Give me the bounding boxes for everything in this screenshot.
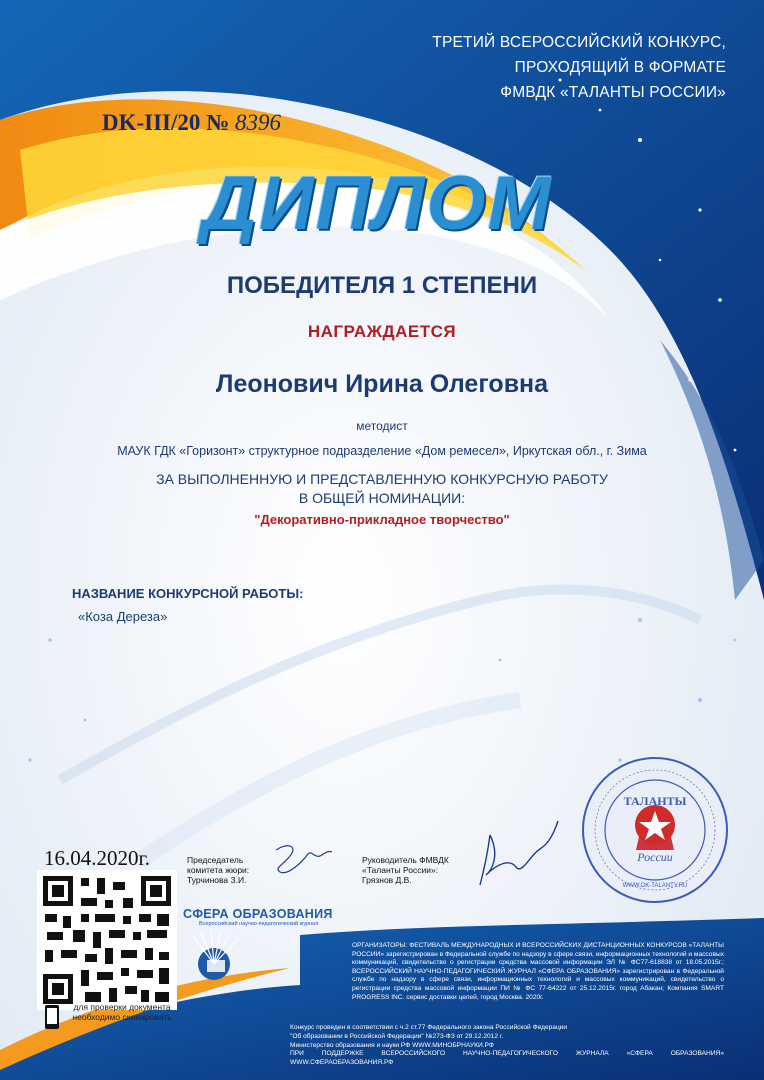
document-number-prefix: DK-III/20 № <box>102 110 230 135</box>
awarded-label: НАГРАЖДАЕТСЯ <box>307 322 457 341</box>
head-line-1: Руководитель ФМВДК <box>362 855 449 865</box>
reason-line-1: ЗА ВЫПОЛНЕННУЮ И ПРЕДСТАВЛЕННУЮ КОНКУРСНУЮ РАБОТУ <box>156 471 608 487</box>
stamp-word-1: ТАЛАНТЫ <box>623 794 687 808</box>
nomination-name: "Декоративно-прикладное творчество" <box>254 512 510 527</box>
sfera-logo-icon <box>183 928 245 980</box>
diploma-title: ДИПЛОМ <box>202 161 553 246</box>
footer-legal <box>290 1024 724 1068</box>
footer-line-1: Конкурс проведен в соответствии с ч.2 ст.77 Федерального закона Российской Федерации <box>290 1024 568 1031</box>
jury-line-3: Турчинова З.И. <box>187 875 247 885</box>
document-number <box>102 110 281 136</box>
qr-code <box>37 870 177 1010</box>
organizers-text: ОРГАНИЗАТОРЫ: ФЕСТИВАЛЬ МЕЖДУНАРОДНЫХ И ВСЕРОССИЙСКИХ ДИСТАНЦИОННЫХ КОНКУРСОВ «ТАЛАНТЫ РОССИИ» зарегистрирован в Федеральной службе по надзору в сфере связи, информационных технологий и массовых коммуникаций, свидетельство о регистрации средства массовой информации ЭЛ № ФС77-61883​8 от 18.05.2015г.; ВСЕРОССИЙСКИЙ НАУЧНО-ПЕДАГОГИЧЕСКИЙ ЖУРНАЛ «СФЕРА ОБРАЗОВАНИЯ» зарегистрирован в Федеральной службе по надзору в сфере связи, информационных технологий и массовых коммуникаций, свидетельство о регистрации средства массовой информации ПИ № ФС 77-64222 от 25.12.2015г. город Абакан; Компания SMART PROGRESS INC. сервис доставки целей, город Москва. 2020г. <box>352 942 724 1001</box>
document-number-value: 8396 <box>235 110 282 135</box>
head-block <box>362 855 449 885</box>
contest-header <box>366 30 726 105</box>
sfera-logo-name: СФЕРА ОБРАЗОВАНИЯ <box>183 907 333 921</box>
footer-line-4: ПРИ ПОДДЕРЖКЕ ВСЕРОССИЙСКОГО НАУЧНО-ПЕДАГОГИЧЕСКОГО ЖУРНАЛА «СФЕРА ОБРАЗОВАНИЯ» WWW.СФЕРАОБРАЗОВАНИЯ.РФ <box>290 1050 724 1067</box>
jury-line-2: комитета жюри: <box>187 865 250 875</box>
stamp-site: WWW.DK-TALANTY.RU <box>622 883 688 889</box>
phone-icon <box>44 1004 60 1030</box>
award-reason <box>0 470 764 508</box>
recipient-name: Леонович Ирина Олеговна <box>215 370 549 398</box>
qr-note <box>62 1002 182 1022</box>
jury-line-1: Председатель <box>187 855 244 865</box>
footer-line-2: "Об образовании в Российской Федерации" №273-ФЗ от 29.12.2012 г. <box>290 1032 504 1040</box>
work-title-label: НАЗВАНИЕ КОНКУРСНОЙ РАБОТЫ: <box>72 586 304 601</box>
jury-chair-block <box>187 855 249 885</box>
issue-date: 16.04.2020г. <box>44 846 150 870</box>
footer-line-3: Министерство образования и науки РФ WWW.МИНОБРНАУКИ.РФ <box>290 1041 494 1049</box>
header-line-1: ТРЕТИЙ ВСЕРОССИЙСКИЙ КОНКУРС, <box>432 34 726 51</box>
qr-note-line-2: необходимо сканировать <box>72 1012 172 1022</box>
reason-line-2: В ОБЩЕЙ НОМИНАЦИИ: <box>298 490 466 506</box>
winner-degree: ПОБЕДИТЕЛЯ 1 СТЕПЕНИ <box>226 272 538 299</box>
jury-signature <box>268 838 338 878</box>
head-line-2: «Таланты России»: <box>362 865 439 875</box>
sfera-logo-subtitle: Всероссийский научно-педагогический журнал <box>199 921 319 927</box>
recipient-organization: МАУК ГДК «Горизонт» структурное подразделение «Дом ремесел», Иркутская обл., г. Зима <box>117 444 647 458</box>
stamp-word-2: России <box>637 850 673 864</box>
qr-note-line-1: для проверки документа <box>73 1002 171 1012</box>
header-line-3: ФМВДК «ТАЛАНТЫ РОССИИ» <box>500 84 726 101</box>
head-signature <box>470 815 560 890</box>
work-title: «Коза Дереза» <box>78 609 168 624</box>
head-line-3: Грязнов Д.В. <box>362 875 412 885</box>
official-stamp <box>580 755 730 905</box>
header-line-2: ПРОХОДЯЩИЙ В ФОРМАТЕ <box>514 59 726 76</box>
recipient-position: методист <box>356 419 408 433</box>
